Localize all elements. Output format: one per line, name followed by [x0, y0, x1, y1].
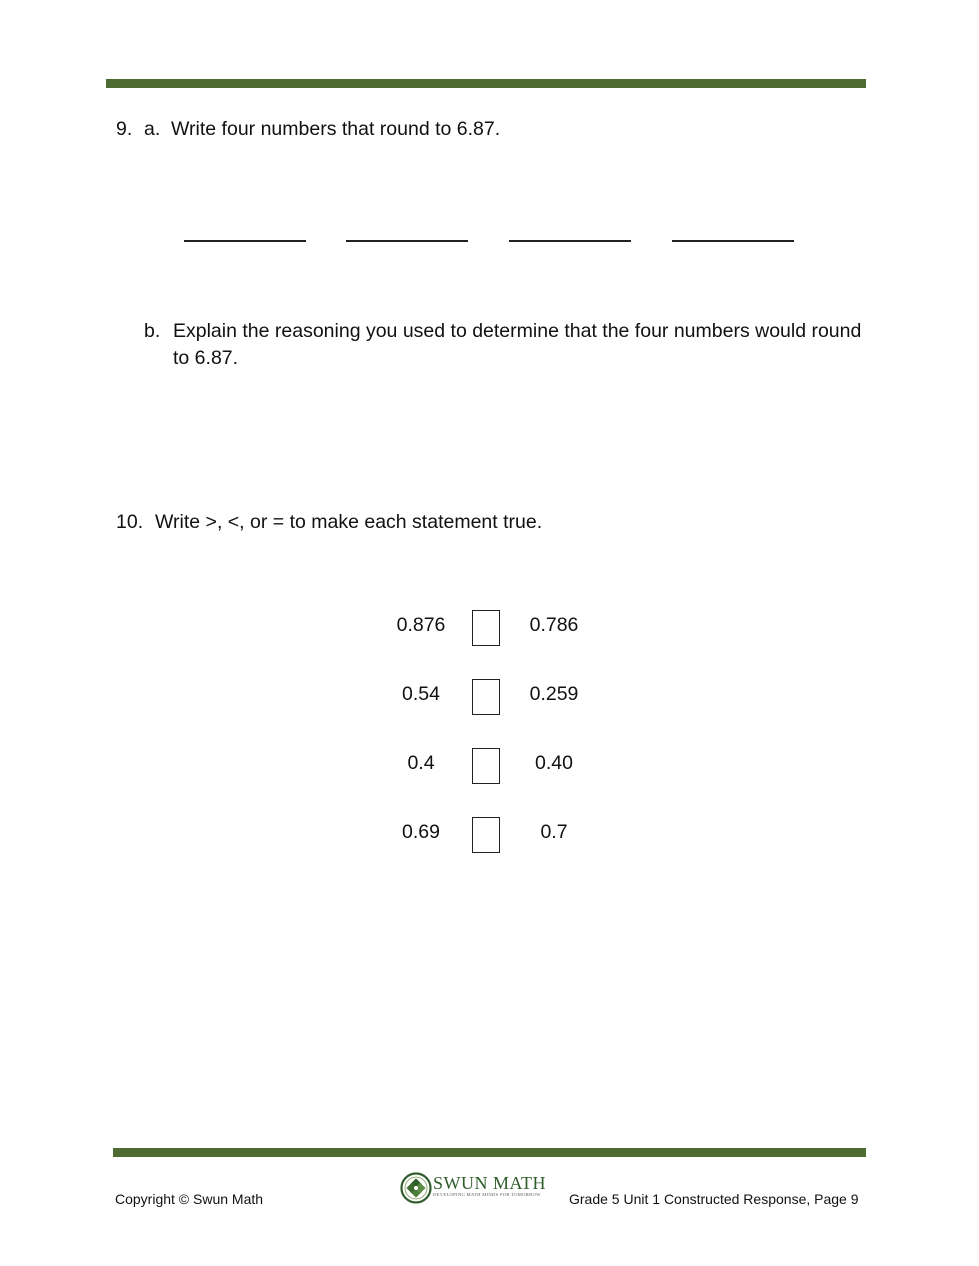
question-9b-prompt: Explain the reasoning you used to determine that the four numbers would round to 6.87. — [173, 320, 862, 369]
header-rule — [106, 79, 866, 88]
question-9a-prompt: Write four numbers that round to 6.87. — [171, 118, 501, 140]
comparison-right-value: 0.40 — [535, 752, 573, 774]
logo-name: SWUN MATH — [433, 1173, 547, 1193]
swun-logo-icon — [400, 1172, 432, 1204]
comparison-answer-box[interactable] — [472, 610, 500, 646]
page-info-text: Grade 5 Unit 1 Constructed Response, Page 9 — [569, 1191, 859, 1207]
comparison-right-value: 0.7 — [540, 821, 568, 843]
comparison-answer-box[interactable] — [472, 679, 500, 715]
copyright-text: Copyright © Swun Math — [115, 1191, 264, 1207]
answer-blank-4[interactable] — [672, 240, 794, 242]
question-10-number: 10. — [116, 511, 144, 533]
comparison-answer-box[interactable] — [472, 748, 500, 784]
comparison-right-value: 0.786 — [529, 614, 579, 636]
comparison-left-value: 0.54 — [402, 683, 440, 705]
answer-blank-1[interactable] — [184, 240, 306, 242]
question-9a-label: a. — [144, 118, 161, 140]
question-9b-label: b. — [144, 320, 161, 342]
comparison-right-value: 0.259 — [529, 683, 579, 705]
comparison-left-value: 0.4 — [407, 752, 435, 774]
comparison-answer-box[interactable] — [472, 817, 500, 853]
swun-math-logo — [400, 1170, 556, 1206]
question-10-prompt: Write >, <, or = to make each statement true. — [155, 511, 543, 533]
logo-tagline: DEVELOPING MATH MINDS FOR TOMORROW — [433, 1192, 541, 1197]
question-9-number: 9. — [116, 118, 133, 140]
comparison-left-value: 0.69 — [402, 821, 440, 843]
footer-rule — [113, 1148, 866, 1157]
comparison-left-value: 0.876 — [396, 614, 446, 636]
answer-blank-3[interactable] — [509, 240, 631, 242]
answer-blank-2[interactable] — [346, 240, 468, 242]
